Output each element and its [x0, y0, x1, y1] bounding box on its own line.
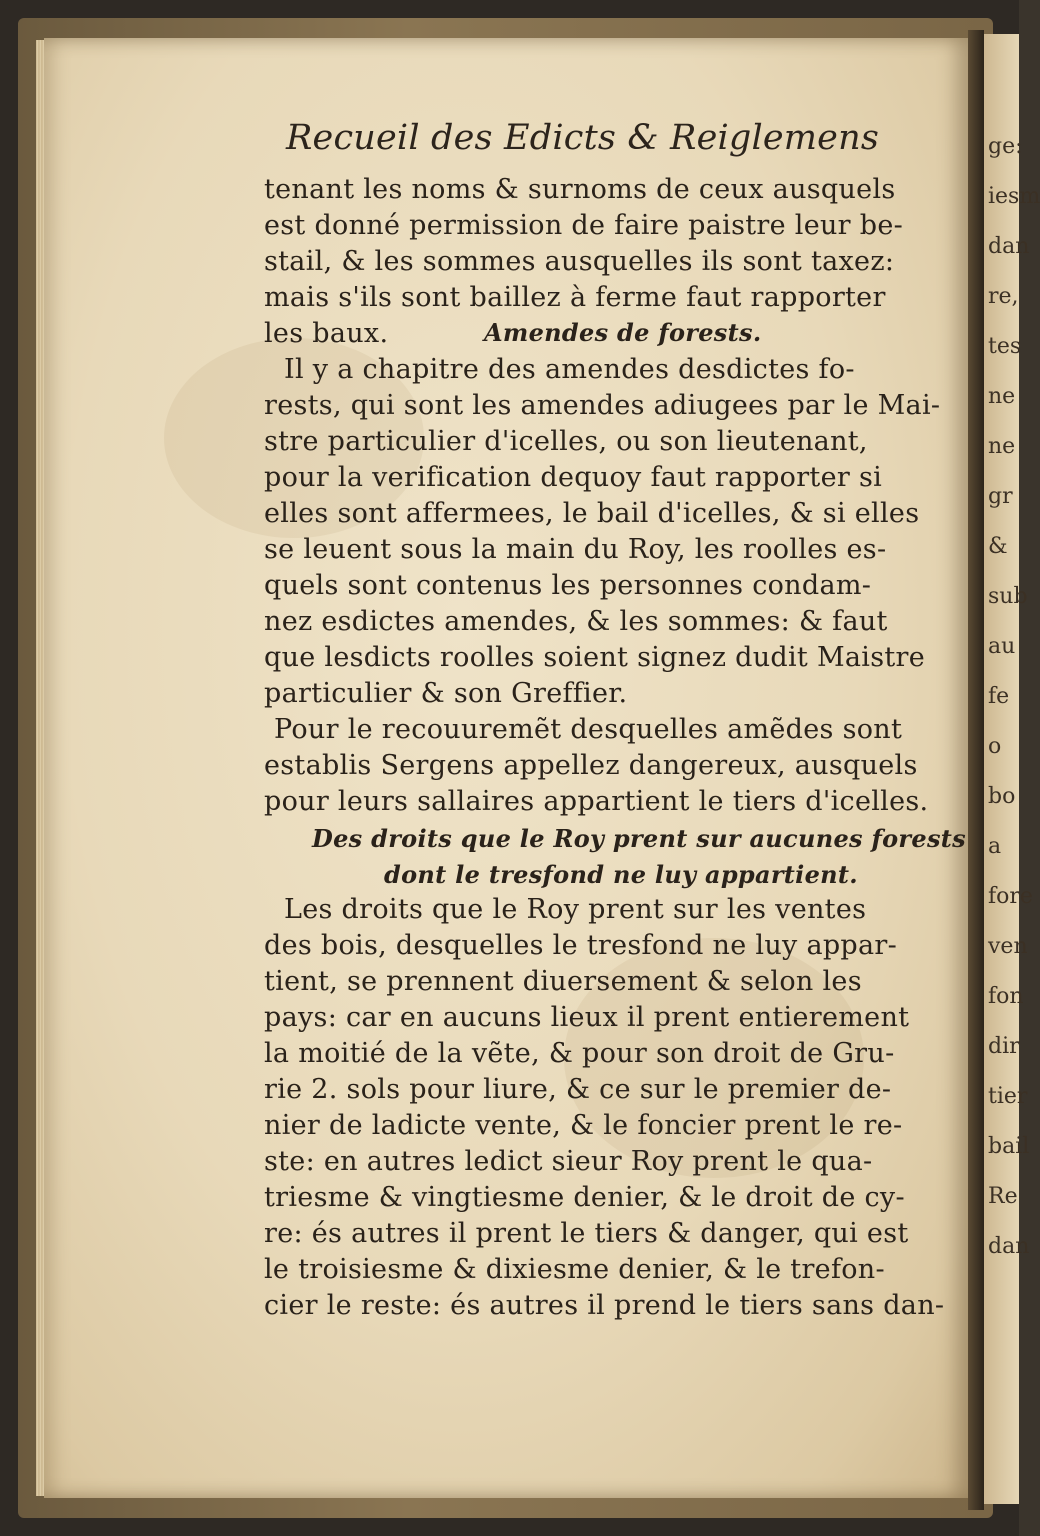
facing-page-fragment: bail: [988, 1134, 1030, 1159]
text-line: triesme & vingtiesme denier, & le droit de cy-: [264, 1182, 905, 1213]
text-line: Il y a chapitre des amendes desdictes fo-: [284, 354, 855, 385]
text-line: Les droits que le Roy prent sur les ventes: [284, 894, 867, 925]
section-heading: Des droits que le Roy prent sur aucunes forests: [312, 824, 966, 853]
text-line: elles sont affermees, le bail d'icelles, & si elles: [264, 498, 920, 529]
text-line: des bois, desquelles le tresfond ne luy appar-: [264, 930, 898, 961]
text-line: est donné permission de faire paistre leur be-: [264, 210, 904, 241]
text-line: particulier & son Greffier.: [264, 678, 628, 709]
text-line: tient, se prennent diuersement & selon les: [264, 966, 862, 997]
text-line: stail, & les sommes ausquelles ils sont taxez:: [264, 246, 895, 277]
facing-page: [984, 34, 1040, 1504]
text-line: quels sont contenus les personnes condam-: [264, 570, 872, 601]
facing-page-fragment: o: [988, 734, 1002, 759]
text-line: nier de ladicte vente, & le foncier prent le re-: [264, 1110, 903, 1141]
text-line: pour leurs sallaires appartient le tiers d'icelles.: [264, 786, 929, 817]
text-line: la moitié de la vẽte, & pour son droit de Gru-: [264, 1038, 895, 1069]
facing-page-fragment: gr: [988, 484, 1013, 509]
text-line: les baux.: [264, 318, 389, 349]
facing-page-fragment: a: [988, 834, 1002, 859]
facing-page-fragment: ge:: [988, 134, 1023, 159]
text-line: pour la verification dequoy faut rapporter si: [264, 462, 883, 493]
facing-page-fragment: fore: [988, 884, 1033, 909]
text-line: cier le reste: és autres il prend le tiers sans dan-: [264, 1290, 945, 1321]
book-gutter: [968, 30, 984, 1510]
facing-page-fragment: Re: [988, 1184, 1018, 1209]
text-line: re: és autres il prent le tiers & danger, qui est: [264, 1218, 909, 1249]
running-head: Recueil des Edicts & Reiglemens: [286, 118, 879, 158]
facing-page-fragment: &: [988, 534, 1008, 559]
section-heading: Amendes de forests.: [484, 318, 762, 347]
text-line: rests, qui sont les amendes adiugees par le Mai-: [264, 390, 941, 421]
text-line: nez esdictes amendes, & les sommes: & faut: [264, 606, 888, 637]
facing-page-fragment: dan: [988, 1234, 1030, 1259]
text-line: Pour le recouuremẽt desquelles amẽdes sont: [274, 714, 903, 745]
text-line: le troisiesme & dixiesme denier, & le trefon-: [264, 1254, 885, 1285]
facing-page-fragment: bo: [988, 784, 1016, 809]
facing-page-fragment: sub: [988, 584, 1028, 609]
facing-page-fragment: dir: [988, 1034, 1020, 1059]
text-line: stre particulier d'icelles, ou son lieutenant,: [264, 426, 868, 457]
section-heading: dont le tresfond ne luy appartient.: [384, 860, 858, 889]
facing-page-fragment: iesm: [988, 184, 1040, 209]
facing-page-fragment: fe: [988, 684, 1010, 709]
text-line: ste: en autres ledict sieur Roy prent le qua-: [264, 1146, 873, 1177]
facing-page-fragment: ven: [988, 934, 1028, 959]
text-line: se leuent sous la main du Roy, les roolles es-: [264, 534, 887, 565]
facing-page-fragment: dan: [988, 234, 1030, 259]
facing-page-fragment: tier: [988, 1084, 1028, 1109]
facing-page-fragment: tes: [988, 334, 1022, 359]
text-line: tenant les noms & surnoms de ceux ausquels: [264, 174, 896, 205]
text-line: rie 2. sols pour liure, & ce sur le premier de-: [264, 1074, 892, 1105]
text-line: establis Sergens appellez dangereux, ausquels: [264, 750, 918, 781]
facing-page-fragment: au: [988, 634, 1016, 659]
text-line: que lesdicts roolles soient signez dudit Maistre: [264, 642, 926, 673]
facing-page-fragment: fon: [988, 984, 1024, 1009]
text-line: pays: car en aucuns lieux il prent entierement: [264, 1002, 910, 1033]
facing-page-fragment: ne: [988, 434, 1016, 459]
facing-page-fragment: ne: [988, 384, 1016, 409]
facing-page-fragment: re,: [988, 284, 1019, 309]
text-line: mais s'ils sont baillez à ferme faut rapporter: [264, 282, 886, 313]
